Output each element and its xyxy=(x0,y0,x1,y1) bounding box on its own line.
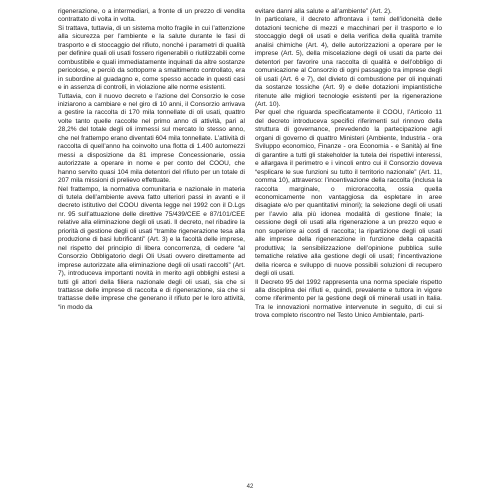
paragraph: Si trattava, tuttavia, di un sistema molto fragile in cui l’attenzione alla sicurezza per l’ambiente e la salute durante le fasi di trasporto e di stoccaggio del rifiuto, nonché i parametri di qualità per definire quali oli usati fossero rigenerabili o riutilizzabili come combustibile e quali immediatamente inquinati da altre sostanze pericolose, e perciò da sottoporre a smaltimento controllato, era in subordine al guadagno e, come spesso accade in questi casi e in assenza di controlli, in violazione alle norme esistenti. xyxy=(58,24,245,92)
paragraph: Tuttavia, con il nuovo decreto e l’azione del Consorzio le cose iniziarono a cambiare e nel giro di 10 anni, il Consorzio arrivava a gestire la raccolta di 170 mila tonnellate di oli usati, quattro volte tanto quelle raccolte nel primo anno di attività, pari al 28,2% del totale degli oli immessi sul mercato lo stesso anno, che nel frattempo erano diventati 604 mila tonnellate. L’attività di raccolta di quell’anno ha coinvolto una flotta di 1.400 automezzi messi a disposizione da 81 imprese Concessionarie, ossia autorizzate a operare in nome e per conto del COOU, che hanno servito quasi 104 mila detentori del rifiuto per un totale di 207 mila missioni di prelievo effettuate. xyxy=(58,92,245,185)
paragraph: Il Decreto 95 del 1992 rappresenta una norma speciale rispetto alla disciplina dei rifiuti e, quindi, prevalente e tuttora in vigore come riferimento per la gestione degli oli minerali usati in Italia. Tra le innovazioni normative intervenute in seguito, di cui si trova completo riscontro nel Testo Unico Ambientale, parti- xyxy=(255,278,442,320)
paragraph: Nel frattempo, la normativa comunitaria e nazionale in materia di tutela dell’ambiente aveva fatto ulteriori passi in avanti e il decreto istitutivo del COOU diventa legge nel 1992 con il D.Lgs nr. 95 sull’attuazione delle direttive 75/439/CEE e 87/101/CEE relative alla eliminazione degli oli usati. Il decreto, nel ribadire la priorità di gestione degli oli usati “tramite rigenerazione tesa alla produzione di basi lubrificanti” (Art. 3) e la facoltà delle imprese, nel rispetto del principio di libera concorrenza, di cedere “al Consorzio Obbligatorio degli Oli Usati ovvero direttamente ad imprese autorizzate alla eliminazione degli oli usati raccolti” (Art. 7), introduceva importanti novità in merito agli obblighi estesi a tutti gli attori della filiera nazionale degli oli usati, sia che si trattasse delle imprese di raccolta e di rigenerazione, sia che si trattasse delle imprese che generano il rifiuto per le loro attività, “in modo da xyxy=(58,185,245,311)
paragraph: evitare danni alla salute e all’ambiente” (Art. 2). xyxy=(255,8,392,15)
paragraph: Per quel che riguarda specificatamente il COOU, l’Articolo 11 del decreto introduceva specifici riferimenti sul rinnovo della struttura di governance, prevedendo la partecipazione agli organi di governo di quattro Ministeri (Ambiente, Industria - ora Sviluppo economico, Finanze - ora Economia - e Sanità) al fine di garantire a tutti gli stakeholder la tutela dei rispettivi interessi, e allargava il perimetro e i vincoli entro cui il Consorzio doveva “esplicare le sue funzioni su tutto il territorio nazionale” (Art. 11, comma 10), attraverso: l’incentivazione della raccolta (inclusa la raccolta marginale, o microraccolta, ossia quella economicamente non vantaggiosa da espletare in aree disagiate e/o per quantitativi minori); la selezione degli oli usati per l’avvio alla più idonea modalità di gestione finale; la cessione degli oli usati alla rigenerazione a un prezzo equo e non superiore ai costi di raccolta; la ripartizione degli oli usati alle imprese della rigenerazione in funzione della capacità produttiva; la sensibilizzazione dell’opinione pubblica sulle tematiche relative alla gestione degli oli usati; l’incentivazione della ricerca e sviluppo di nuove possibili soluzioni di recupero degli oli usati. xyxy=(255,109,442,278)
page-number: 42 xyxy=(246,484,254,490)
left-column xyxy=(58,8,245,478)
document-page xyxy=(58,8,442,478)
paragraph: rigenerazione, o a intermediari, a fronte di un prezzo di vendita contrattato di volta in volta. xyxy=(58,8,245,24)
right-column xyxy=(255,8,442,478)
paragraph: In particolare, il decreto affrontava i temi dell’idoneità delle dotazioni tecniche di mezzi e macchinari per il trasporto e lo stoccaggio degli oli usati e della verifica della qualità tramite analisi chimiche (Art. 4), delle autorizzazioni a operare per le imprese (Art. 5), della miscelazione degli oli usati da parte dei detentori per favorire una raccolta di qualità e dell’obbligo di comunicazione al Consorzio di ogni passaggio tra imprese degli oli usati (Art. 6 e 7), del divieto di combustione per oli inquinati da sostanze tossiche (Art. 9) e delle dotazioni impiantistiche ritenute alle migliori tecnologie esistenti per la rigenerazione (Art. 10). xyxy=(255,16,442,108)
